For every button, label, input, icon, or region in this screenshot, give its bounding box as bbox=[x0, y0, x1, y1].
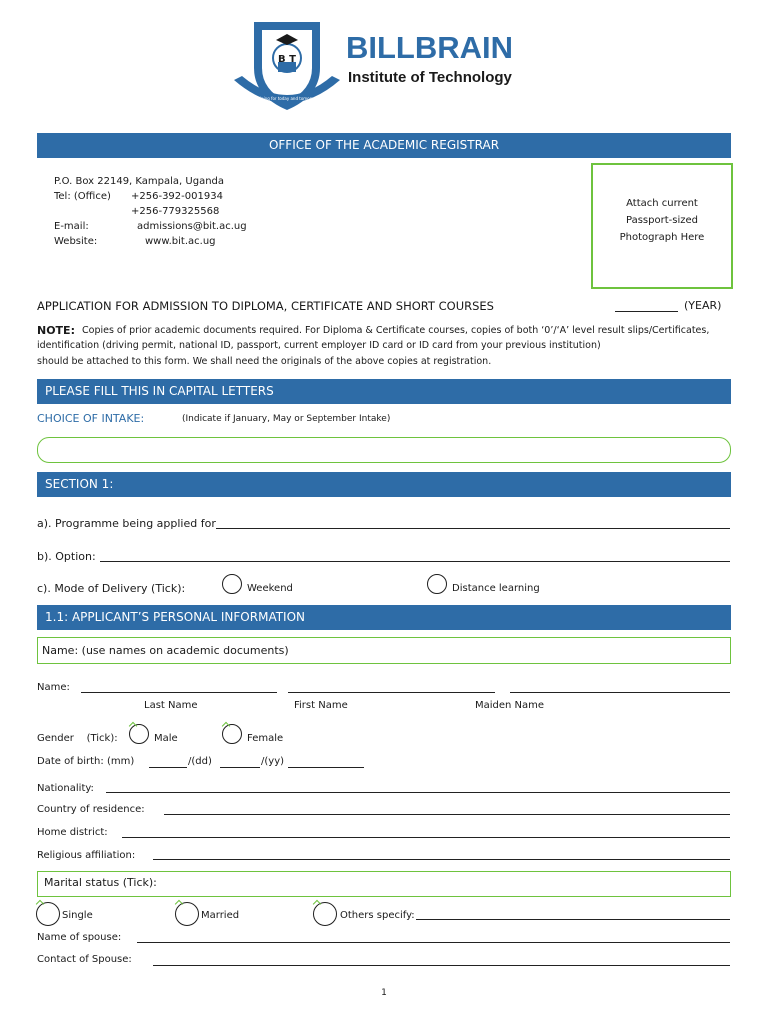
intake-label: CHOICE OF INTAKE: bbox=[37, 412, 145, 425]
nationality-field[interactable] bbox=[106, 792, 730, 793]
programme-label: a). Programme being applied for bbox=[37, 517, 216, 530]
institution-subtitle: Institute of Technology bbox=[348, 69, 512, 86]
country-field[interactable] bbox=[164, 814, 730, 815]
contact-email: admissions@bit.ac.ug bbox=[137, 221, 247, 232]
spouse-name-field[interactable] bbox=[137, 942, 730, 943]
contact-tel1: +256-392-001934 bbox=[131, 191, 223, 202]
district-field[interactable] bbox=[122, 837, 730, 838]
photo-line3: Photograph Here bbox=[619, 232, 705, 243]
capital-letters-bar bbox=[37, 379, 731, 404]
others-field[interactable] bbox=[416, 919, 730, 920]
weekend-checkbox[interactable] bbox=[222, 574, 242, 594]
option-field[interactable] bbox=[100, 561, 730, 562]
religion-label: Religious affiliation: bbox=[37, 850, 136, 861]
note-line2: identification (driving permit, national ID, passport, current employer ID card or ID card from your previous institution) bbox=[37, 340, 601, 351]
photo-line1: Attach current bbox=[626, 198, 698, 209]
delivery-label: c). Mode of Delivery (Tick): bbox=[37, 582, 186, 595]
photo-box[interactable] bbox=[591, 163, 733, 289]
district-label: Home district: bbox=[37, 827, 108, 838]
name-box bbox=[37, 637, 731, 664]
office-title-bar bbox=[37, 133, 731, 158]
contact-email-label: E-mail: bbox=[54, 221, 89, 232]
name-box-label: Name: (use names on academic documents) bbox=[42, 644, 289, 657]
programme-field[interactable] bbox=[216, 528, 730, 529]
single-checkbox[interactable] bbox=[36, 902, 60, 926]
maiden-name-caption: Maiden Name bbox=[475, 700, 545, 711]
spouse-contact-field[interactable] bbox=[153, 965, 730, 966]
note-line1: Copies of prior academic documents required. For Diploma & Certificate courses, copies of both ‘0’/‘A’ level result slips/Certificates, bbox=[82, 325, 710, 336]
section1-title: SECTION 1: bbox=[45, 477, 114, 491]
logo-letters: B T bbox=[278, 54, 296, 65]
maiden-name-field[interactable] bbox=[510, 692, 730, 693]
dob-yy-field[interactable] bbox=[288, 767, 364, 768]
contact-website: www.bit.ac.ug bbox=[145, 236, 216, 247]
dob-mm-field[interactable] bbox=[149, 767, 187, 768]
year-label: (YEAR) bbox=[684, 299, 722, 312]
option-label: b). Option: bbox=[37, 550, 96, 563]
application-title: APPLICATION FOR ADMISSION TO DIPLOMA, CERTIFICATE AND SHORT COURSES bbox=[37, 299, 494, 313]
dob-dd-field[interactable] bbox=[220, 767, 260, 768]
distance-learning-label: Distance learning bbox=[452, 583, 540, 594]
spouse-name-label: Name of spouse: bbox=[37, 932, 122, 943]
gender-label: Gender (Tick): bbox=[37, 733, 118, 744]
personal-info-bar bbox=[37, 605, 731, 630]
female-label: Female bbox=[247, 733, 284, 744]
dob-label: Date of birth: (mm) bbox=[37, 756, 135, 767]
male-label: Male bbox=[154, 733, 178, 744]
first-name-field[interactable] bbox=[288, 692, 495, 693]
married-checkbox[interactable] bbox=[175, 902, 199, 926]
last-name-caption: Last Name bbox=[144, 700, 198, 711]
distance-learning-checkbox[interactable] bbox=[427, 574, 447, 594]
female-checkbox[interactable] bbox=[222, 724, 242, 744]
page-number: 1 bbox=[381, 988, 387, 998]
intake-hint: (Indicate if January, May or September Intake) bbox=[182, 414, 391, 424]
country-label: Country of residence: bbox=[37, 804, 145, 815]
note-line3: should be attached to this form. We shall need the originals of the above copies at registration. bbox=[37, 356, 492, 367]
marital-box bbox=[37, 871, 731, 897]
dob-dd-label: /(dd) bbox=[188, 756, 212, 767]
section1-bar bbox=[37, 472, 731, 497]
institution-name: BILLBRAIN bbox=[346, 30, 514, 65]
name-label: Name: bbox=[37, 682, 70, 693]
contact-tel2: +256-779325568 bbox=[131, 206, 220, 217]
office-title: OFFICE OF THE ACADEMIC REGISTRAR bbox=[268, 138, 500, 152]
married-label: Married bbox=[201, 910, 240, 921]
personal-info-title: 1.1: APPLICANT’S PERSONAL INFORMATION bbox=[45, 610, 306, 624]
marital-title: Marital status (Tick): bbox=[44, 876, 157, 889]
contact-address: P.O. Box 22149, Kampala, Uganda bbox=[54, 176, 225, 187]
spouse-contact-label: Contact of Spouse: bbox=[37, 954, 132, 965]
others-label: Others specify: bbox=[340, 910, 415, 921]
capital-letters-text: PLEASE FILL THIS IN CAPITAL LETTERS bbox=[45, 384, 274, 398]
weekend-label: Weekend bbox=[247, 583, 293, 594]
logo-motto: Training for today and tomorrow bbox=[254, 96, 318, 101]
single-label: Single bbox=[62, 910, 93, 921]
contact-tel-label: Tel: (Office) bbox=[54, 191, 111, 202]
others-checkbox[interactable] bbox=[313, 902, 337, 926]
intake-input[interactable] bbox=[37, 437, 731, 463]
first-name-caption: First Name bbox=[294, 700, 348, 711]
contact-website-label: Website: bbox=[54, 236, 98, 247]
dob-yy-label: /(yy) bbox=[261, 756, 285, 767]
nationality-label: Nationality: bbox=[37, 783, 94, 794]
male-checkbox[interactable] bbox=[129, 724, 149, 744]
religion-field[interactable] bbox=[153, 859, 730, 860]
year-field[interactable] bbox=[615, 311, 678, 312]
photo-line2: Passport-sized bbox=[626, 215, 698, 226]
note-label: NOTE: bbox=[37, 324, 75, 337]
last-name-field[interactable] bbox=[81, 692, 277, 693]
